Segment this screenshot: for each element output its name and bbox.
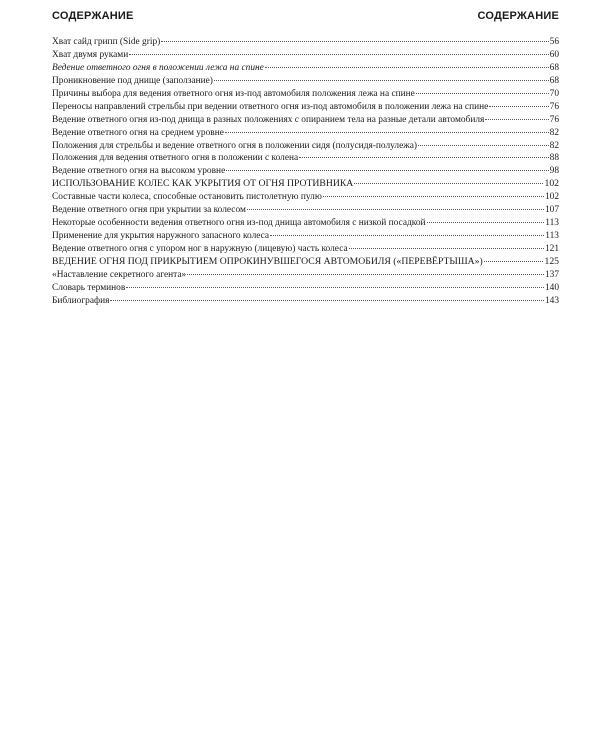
toc-leader-dots (214, 80, 549, 81)
toc-entry[interactable] (52, 230, 559, 243)
toc-leader-dots (126, 287, 544, 288)
toc-entry-title: Словарь терминов (52, 282, 126, 293)
toc-entry-title: ИСПОЛЬЗОВАНИЕ КОЛЕС КАК УКРЫТИЯ ОТ ОГНЯ ПРОТИВНИКА (52, 178, 354, 190)
header-right-title: СОДЕРЖАНИЕ (477, 10, 559, 22)
page-header (52, 10, 559, 22)
toc-entry-page: 68 (549, 75, 559, 86)
toc-leader-dots (349, 248, 544, 249)
toc-entry[interactable] (52, 269, 559, 282)
toc-entry[interactable] (52, 152, 559, 165)
toc-entry[interactable] (52, 191, 559, 204)
toc-entry-page: 60 (549, 49, 559, 60)
toc-entry-page: 98 (549, 166, 559, 177)
toc-leader-dots (484, 261, 544, 262)
toc-entry-page: 113 (545, 231, 559, 242)
toc-entry-title: ВЕДЕНИЕ ОГНЯ ПОД ПРИКРЫТИЕМ ОПРОКИНУВШЕГОСЯ АВТОМОБИЛЯ («ПЕРЕВЁРТЫША») (52, 255, 483, 267)
toc-leader-dots (427, 222, 545, 223)
toc-entry-page: 82 (549, 127, 559, 138)
toc-leader-dots (485, 119, 548, 120)
toc-entry[interactable] (52, 127, 559, 140)
toc-entry-title: Причины выбора для ведения ответного огня из-под автомобиля положения лежа на спине (52, 88, 415, 99)
toc-entry-title: Некоторые особенности ведения ответного огня из-под днища автомобиля с низкой посадкой (52, 218, 426, 229)
toc-entry[interactable] (52, 101, 559, 114)
toc-entry-title: Библиография (52, 295, 110, 306)
toc-entry[interactable] (52, 256, 559, 269)
table-of-contents (52, 36, 559, 308)
header-left-title: СОДЕРЖАНИЕ (52, 10, 134, 22)
toc-leader-dots (187, 274, 544, 275)
toc-entry[interactable] (52, 49, 559, 62)
toc-entry-page: 82 (549, 140, 559, 151)
toc-leader-dots (225, 132, 549, 133)
toc-entry[interactable] (52, 295, 559, 308)
toc-leader-dots (270, 235, 544, 236)
toc-entry-title: Хват двумя руками (52, 49, 129, 60)
toc-entry-page: 107 (544, 205, 559, 216)
toc-entry[interactable] (52, 114, 559, 127)
toc-entry[interactable] (52, 140, 559, 153)
toc-entry-title: Ведение ответного огня в положении лежа на спине (52, 62, 264, 73)
toc-leader-dots (226, 170, 548, 171)
toc-entry-page: 76 (549, 101, 559, 112)
toc-entry-title: Проникновение под днище (заползание) (52, 75, 213, 86)
toc-entry[interactable] (52, 165, 559, 178)
toc-entry-title: Составные части колеса, способные остановить пистолетную пулю (52, 192, 322, 203)
toc-entry[interactable] (52, 204, 559, 217)
toc-entry-page: 56 (549, 37, 559, 47)
toc-entry-title: Ведение ответного огня на высоком уровне (52, 166, 226, 177)
toc-entry-page: 102 (544, 192, 559, 203)
toc-leader-dots (418, 145, 549, 146)
toc-entry-page: 113 (545, 218, 559, 229)
toc-entry[interactable] (52, 282, 559, 295)
toc-leader-dots (247, 209, 544, 210)
toc-entry-page: 76 (549, 114, 559, 125)
toc-entry[interactable] (52, 88, 559, 101)
toc-entry-title: Ведение ответного огня на среднем уровне (52, 127, 224, 138)
toc-entry-page: 140 (544, 282, 559, 293)
toc-entry[interactable] (52, 62, 559, 75)
toc-entry-title: Переносы направлений стрельбы при ведении ответного огня из-под автомобиля в положении лежа на спине (52, 101, 489, 112)
toc-leader-dots (489, 106, 548, 107)
toc-entry[interactable] (52, 178, 559, 191)
toc-entry-page: 88 (549, 153, 559, 164)
toc-entry[interactable] (52, 36, 559, 49)
toc-leader-dots (416, 93, 549, 94)
toc-leader-dots (354, 183, 543, 184)
toc-leader-dots (161, 41, 548, 42)
toc-entry-title: «Наставление секретного агента» (52, 269, 187, 280)
toc-entry-page: 125 (544, 255, 559, 267)
toc-entry[interactable] (52, 243, 559, 256)
toc-entry-page: 137 (544, 269, 559, 280)
toc-leader-dots (110, 300, 544, 301)
toc-leader-dots (323, 196, 544, 197)
toc-leader-dots (299, 157, 548, 158)
toc-entry-page: 70 (549, 88, 559, 99)
toc-entry-title: Ведение ответного огня из-под днища в разных положениях с опиранием тела на разные детали автомобиля (52, 114, 485, 125)
toc-entry-page: 68 (549, 62, 559, 73)
toc-entry-page: 143 (544, 295, 559, 306)
toc-entry-title: Хват сайд грипп (Side grip) (52, 37, 161, 47)
toc-entry-title: Применение для укрытия наружного запасного колеса (52, 231, 270, 242)
toc-entry-title: Положения для стрельбы и ведение ответного огня в положении сидя (полусидя-полулежа) (52, 140, 418, 151)
toc-entry-title: Положения для ведения ответного огня в положении с колена (52, 153, 299, 164)
toc-entry-title: Ведение ответного огня при укрытии за колесом (52, 205, 246, 216)
toc-entry[interactable] (52, 75, 559, 88)
toc-leader-dots (129, 54, 548, 55)
toc-entry[interactable] (52, 217, 559, 230)
toc-entry-title: Ведение ответного огня с упором ног в наружную (лицевую) часть колеса (52, 244, 348, 254)
toc-leader-dots (265, 67, 549, 68)
toc-entry-page: 102 (544, 178, 559, 190)
toc-entry-page: 121 (544, 244, 559, 254)
